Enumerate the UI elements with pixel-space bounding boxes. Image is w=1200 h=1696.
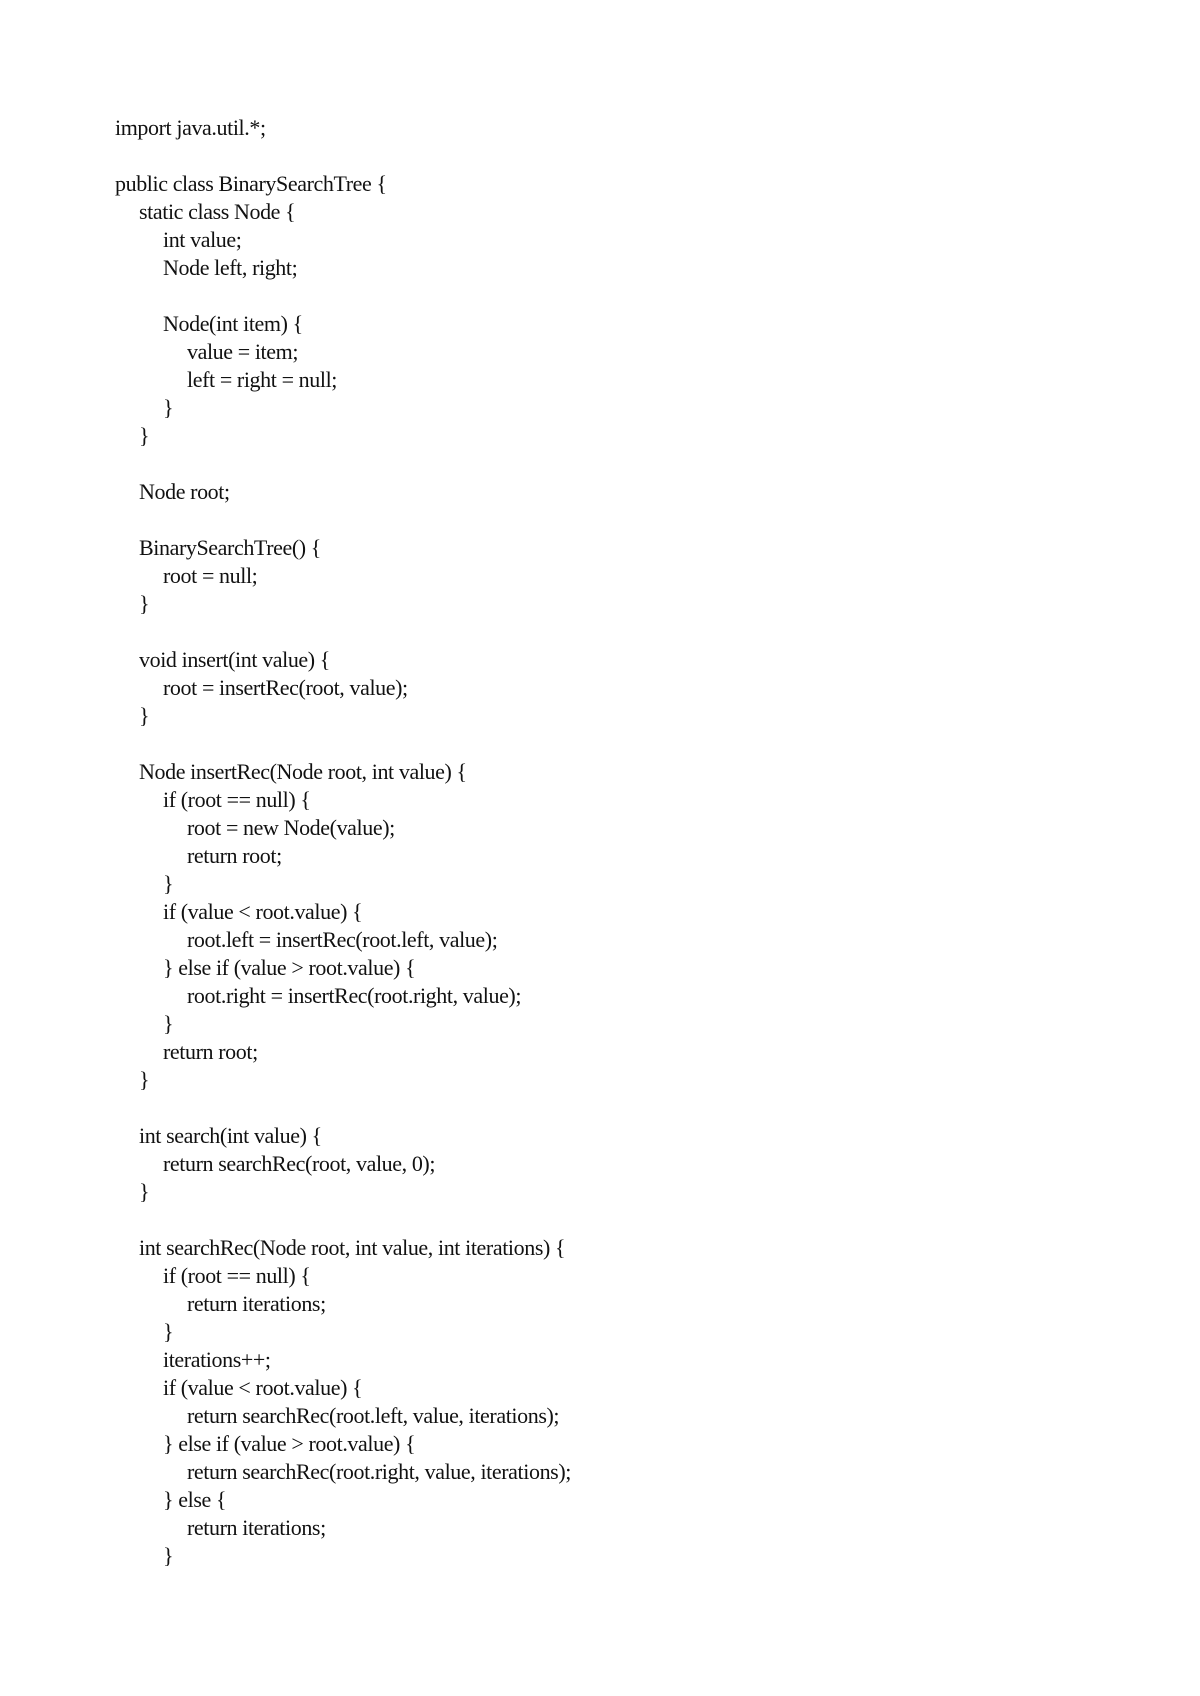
- code-line: }: [163, 1011, 174, 1036]
- code-line: if (value < root.value) {: [163, 1375, 363, 1400]
- code-line: BinarySearchTree() {: [139, 535, 321, 560]
- blank-line: [115, 142, 571, 170]
- blank-line: [115, 730, 571, 758]
- code-line: void insert(int value) {: [139, 647, 330, 672]
- code-line: Node left, right;: [163, 255, 298, 280]
- code-line: return searchRec(root.left, value, iterations);: [187, 1403, 560, 1428]
- code-line: Node insertRec(Node root, int value) {: [139, 759, 467, 784]
- blank-line: [115, 1094, 571, 1122]
- code-line: root.left = insertRec(root.left, value);: [187, 927, 498, 952]
- blank-line: [115, 618, 571, 646]
- blank-line: [115, 506, 571, 534]
- blank-line: [115, 282, 571, 310]
- code-line: } else if (value > root.value) {: [163, 1431, 416, 1456]
- code-line: Node(int item) {: [163, 311, 303, 336]
- code-line: }: [139, 1179, 150, 1204]
- code-line: }: [139, 1067, 150, 1092]
- code-line: if (value < root.value) {: [163, 899, 363, 924]
- code-line: int value;: [163, 227, 242, 252]
- code-line: return iterations;: [187, 1515, 326, 1540]
- code-line: }: [163, 395, 174, 420]
- code-line: import java.util.*;: [115, 115, 266, 140]
- code-line: Node root;: [139, 479, 230, 504]
- code-line: }: [163, 1543, 174, 1568]
- blank-line: [115, 450, 571, 478]
- code-line: return root;: [163, 1039, 258, 1064]
- code-line: return root;: [187, 843, 282, 868]
- code-line: }: [139, 591, 150, 616]
- code-line: }: [163, 1319, 174, 1344]
- code-line: int search(int value) {: [139, 1123, 322, 1148]
- code-line: left = right = null;: [187, 367, 338, 392]
- code-line: root = new Node(value);: [187, 815, 395, 840]
- code-line: root.right = insertRec(root.right, value);: [187, 983, 522, 1008]
- code-line: } else {: [163, 1487, 227, 1512]
- code-line: } else if (value > root.value) {: [163, 955, 416, 980]
- code-line: int searchRec(Node root, int value, int iterations) {: [139, 1235, 566, 1260]
- code-line: if (root == null) {: [163, 787, 311, 812]
- blank-line: [115, 1206, 571, 1234]
- code-line: }: [163, 871, 174, 896]
- code-line: }: [139, 423, 150, 448]
- code-line: public class BinarySearchTree {: [115, 171, 387, 196]
- code-line: root = null;: [163, 563, 258, 588]
- code-line: if (root == null) {: [163, 1263, 311, 1288]
- code-line: value = item;: [187, 339, 299, 364]
- code-line: iterations++;: [163, 1347, 271, 1372]
- code-line: return searchRec(root, value, 0);: [163, 1151, 436, 1176]
- code-line: }: [139, 703, 150, 728]
- code-line: return searchRec(root.right, value, iterations);: [187, 1459, 571, 1484]
- code-listing: [115, 114, 571, 1570]
- code-line: return iterations;: [187, 1291, 326, 1316]
- code-line: static class Node {: [139, 199, 296, 224]
- code-line: root = insertRec(root, value);: [163, 675, 408, 700]
